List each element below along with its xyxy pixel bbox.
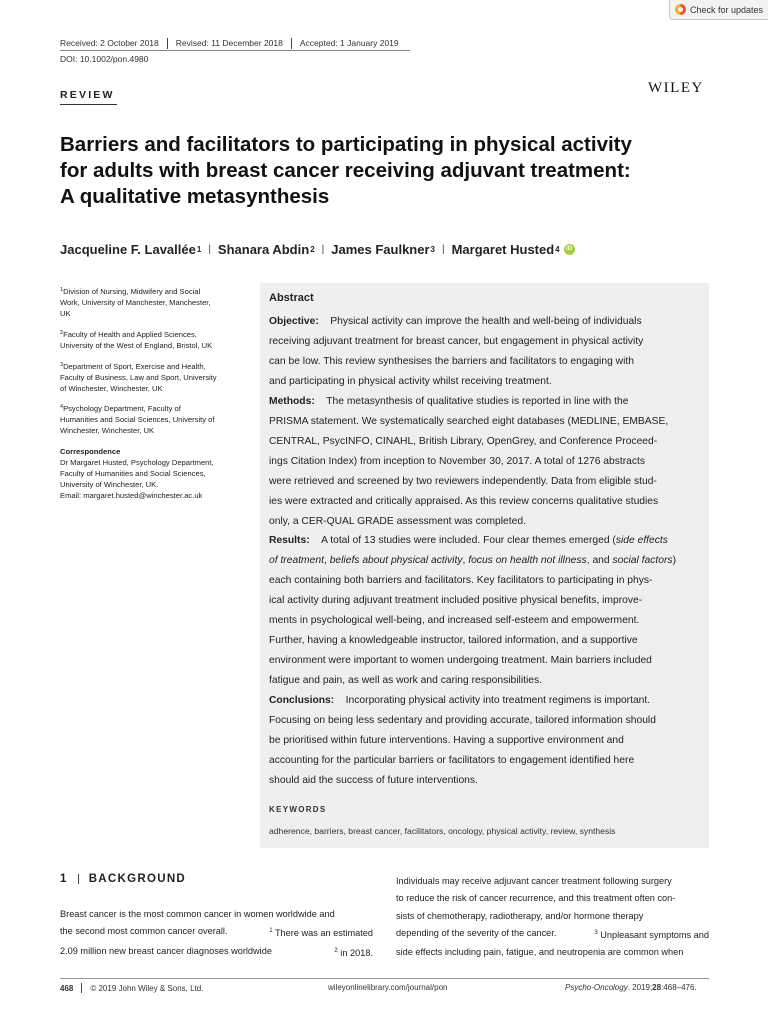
theme-beliefs: beliefs about physical activity (329, 555, 463, 566)
abstract-methods (269, 392, 700, 532)
body-line: side effects including pain, fatigue, and neutropenia are common when (396, 947, 684, 958)
check-for-updates-label: Check for updates (690, 4, 764, 15)
citation-ref[interactable]: 1 (269, 928, 273, 935)
conclusions-label: Conclusions: (269, 695, 335, 706)
abstract-line: can be low. This review synthesises the barriers and facilitators to engaging with (269, 356, 634, 367)
citation-year: . 2019; (627, 983, 653, 992)
copyright: © 2019 John Wiley & Sons, Ltd. (90, 983, 204, 993)
abstract-line: Focusing on being less sedentary and providing accurate, tailored information should (269, 715, 656, 726)
abstract-line: A total of 13 studies were included. Four clear themes emerged ( (321, 535, 616, 546)
abstract-line: ings Citation Index) from inception to November 30, 2017. A total of 1276 abstracts (269, 456, 646, 467)
header-rule (60, 50, 410, 51)
correspondence-line: Faculty of Humanities and Social Sciences, (60, 469, 206, 478)
title-line: Barriers and facilitators to participating in physical activity (60, 133, 632, 156)
punctuation: ) (672, 555, 677, 566)
body-line: Individuals may receive adjuvant cancer treatment following surgery (396, 876, 672, 886)
abstract-line: ies were extracted and critically appraised. As this review concerns qualitative studies (269, 496, 659, 507)
theme-social: social factors (612, 555, 673, 566)
affiliation-number: 1 (60, 287, 64, 293)
affiliation-line: of Winchester, Winchester, UK (60, 384, 163, 393)
author-list (60, 242, 575, 257)
abstract-heading: Abstract (269, 292, 314, 304)
abstract-line: ments in psychological well-being, and increased self-esteem and empowerment. (269, 615, 640, 626)
affiliation (60, 328, 246, 351)
revised-date: Revised: 11 December 2018 (167, 38, 291, 49)
keywords: adherence, barriers, breast cancer, facilitators, oncology, physical activity, review, synthesis (269, 826, 616, 836)
body-line: There was an estimated (272, 928, 373, 939)
theme-focus-health: focus on health not illness (468, 555, 587, 566)
received-date: Received: 2 October 2018 (60, 38, 159, 48)
methods-label: Methods: (269, 396, 315, 407)
abstract-line: be prioritised within future interventions. Having a supportive environment and (269, 735, 624, 746)
journal-name: Psycho-Oncology (565, 983, 628, 992)
publisher-logo: WILEY (648, 80, 704, 96)
body-line: sists of chemotherapy, radiotherapy, and/or hormone therapy (396, 910, 644, 921)
footer-rule (60, 978, 709, 979)
author-name[interactable]: Jacqueline F. Lavallée (60, 242, 196, 257)
affiliation-number: 2 (60, 330, 64, 336)
section-title: BACKGROUND (88, 873, 187, 885)
affiliation-line: UK (60, 309, 71, 318)
body-line: 2.09 million new breast cancer diagnoses worldwide (60, 945, 272, 956)
section-number: 1 (60, 873, 68, 885)
abstract-line: Further, having a knowledgeable instructor, tailored information, and a supportive (269, 635, 638, 646)
affiliation-line: Humanities and Social Sciences, University of (60, 415, 215, 424)
correspondence (60, 446, 246, 501)
author-affiliation-mark: 4 (555, 245, 560, 254)
affiliation-line: Division of Nursing, Midwifery and Social (63, 287, 201, 296)
affiliation-number: 4 (60, 404, 64, 410)
abstract-line: Incorporating physical activity into treatment regimens is important. (345, 695, 651, 706)
accepted-date: Accepted: 1 January 2019 (291, 38, 407, 49)
author-separator: | (441, 244, 445, 255)
abstract-line: should aid the success of future interventions. (269, 775, 478, 786)
theme-side-effects: side effects (615, 535, 668, 546)
abstract-line: and participating in physical activity whilst receiving treatment. (269, 376, 552, 387)
correspondence-email[interactable]: Email: margaret.husted@winchester.ac.uk (60, 491, 203, 500)
punctuation: , (462, 555, 469, 566)
abstract-line: Physical activity can improve the health and well-being of individuals (330, 316, 642, 327)
citation-ref[interactable]: 2 (334, 947, 338, 954)
journal-citation (565, 983, 697, 992)
objective-label: Objective: (269, 316, 319, 327)
article-title (60, 132, 720, 210)
title-line: for adults with breast cancer receiving adjuvant treatment: (60, 159, 631, 182)
section-label: REVIEW (60, 89, 115, 101)
abstract-line: receiving adjuvant treatment for breast cancer, but engagement in physical activity (269, 336, 644, 347)
keywords-heading: KEYWORDS (269, 805, 327, 814)
affiliation-line: Work, University of Manchester, Manchester, (60, 298, 211, 307)
abstract-results (269, 531, 700, 691)
body-column-right (396, 873, 709, 961)
abstract-line: were retrieved and screened by two reviewers independently. Data from eligible stud- (269, 476, 657, 487)
theme-side-effects-cont: of treatment (269, 555, 324, 566)
correspondence-heading: Correspondence (60, 447, 121, 456)
body-line: to reduce the risk of cancer recurrence, and this treatment often con- (396, 893, 676, 904)
abstract-line: ical activity during adjuvant treatment included positive physical benefits, improve- (269, 595, 643, 606)
affiliation (60, 360, 246, 394)
orcid-icon[interactable]: iD (564, 244, 575, 255)
footer-left (60, 983, 203, 993)
correspondence-line: University of Winchester, UK. (60, 480, 159, 489)
affiliation-line: Psychology Department, Faculty of (63, 404, 181, 413)
body-column-left (60, 906, 373, 962)
abstract-line: CENTRAL, PsycINFO, CINAHL, British Library, OpenGrey, and Conference Proceed- (269, 436, 658, 447)
affiliation-line: Faculty of Health and Applied Sciences, (63, 330, 197, 339)
abstract-line: accounting for the particular barriers or facilitators to engagement identified here (269, 755, 635, 766)
author-affiliation-mark: 1 (196, 245, 202, 254)
results-label: Results: (269, 535, 310, 546)
citation-volume: 28 (652, 983, 662, 992)
abstract-line: environment were important to women undergoing treatment. Main barriers included (269, 655, 652, 666)
abstract-line: fatigue and pain, as well as work and caring responsibilities. (269, 675, 543, 686)
crossmark-icon (675, 4, 686, 15)
author-name[interactable]: Shanara Abdin (217, 242, 310, 257)
body-line: Unpleasant symptoms and (597, 929, 709, 940)
article-dates (60, 38, 407, 49)
affiliation (60, 285, 246, 319)
check-for-updates-button[interactable] (669, 0, 768, 20)
journal-url[interactable]: wileyonlinelibrary.com/journal/pon (328, 983, 448, 992)
abstract-line: The metasynthesis of qualitative studies is reported in line with the (326, 396, 629, 407)
author-affiliation-mark: 3 (430, 245, 435, 254)
affiliation-line: Department of Sport, Exercise and Health, (63, 362, 206, 371)
author-affiliation-mark: 2 (310, 245, 315, 254)
footer-divider (81, 983, 82, 993)
affiliation-line: Winchester, Winchester, UK (60, 426, 155, 435)
section-heading-divider (78, 874, 79, 884)
affiliation-number: 3 (60, 362, 64, 368)
abstract-line: PRISMA statement. We systematically searched eight databases (MEDLINE, EMBASE, (269, 416, 669, 427)
punctuation: , (323, 555, 330, 566)
author-separator: | (321, 244, 325, 255)
affiliation-line: Faculty of Business, Law and Sport, University (60, 373, 217, 382)
abstract-line: only, a CER-QUAL GRADE assessment was completed. (269, 516, 526, 527)
abstract-line: each containing both barriers and facilitators. Key facilitators to participating in phys- (269, 575, 653, 586)
title-line: A qualitative metasynthesis (60, 185, 330, 208)
page-number: 468 (60, 983, 74, 993)
correspondence-line: Dr Margaret Husted, Psychology Department, (60, 458, 214, 467)
citation-ref[interactable]: 3 (594, 929, 598, 936)
punctuation: , and (586, 555, 613, 566)
abstract-conclusions (269, 691, 700, 791)
affiliation (60, 402, 246, 436)
affiliation-line: University of the West of England, Bristol, UK (60, 341, 213, 350)
abstract-objective (269, 312, 700, 392)
section-underline (60, 104, 117, 105)
body-line: the second most common cancer overall. (60, 926, 228, 937)
doi[interactable]: DOI: 10.1002/pon.4980 (60, 54, 149, 64)
author-name[interactable]: James Faulkner (331, 242, 430, 257)
section-heading-background (60, 873, 186, 885)
body-line: depending of the severity of the cancer. (396, 927, 557, 938)
author-separator: | (208, 244, 211, 255)
author-name[interactable]: Margaret Husted (451, 242, 555, 257)
body-line: in 2018. (337, 947, 373, 958)
citation-pages: :468–476. (661, 983, 697, 992)
body-line: Breast cancer is the most common cancer in women worldwide and (60, 909, 335, 919)
